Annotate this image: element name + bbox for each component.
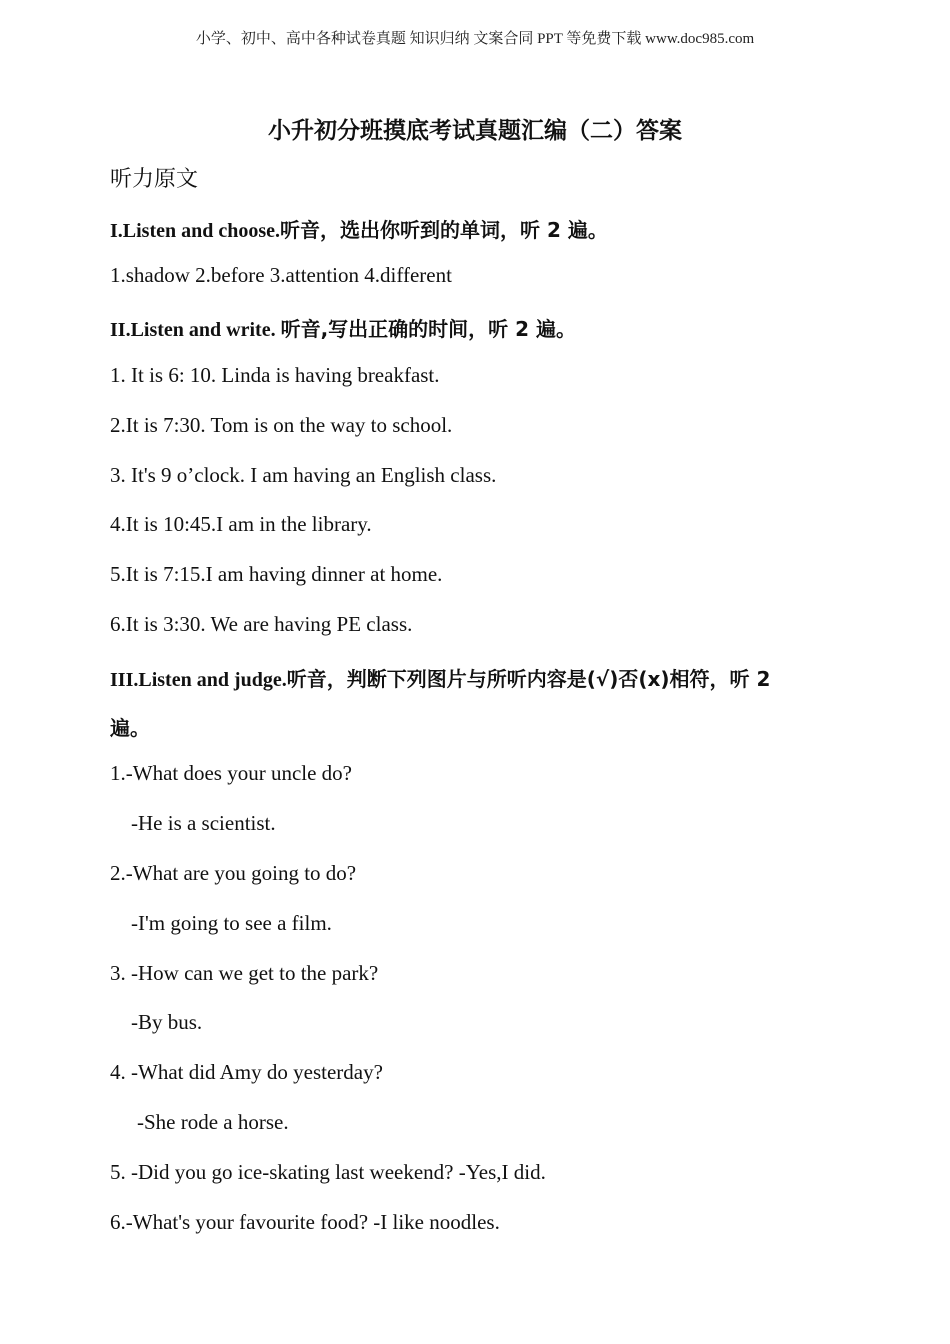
section-3-heading-cjk: 听音，判断下列图片与所听内容是(√)否(x)相符，听 2 xyxy=(286,667,771,691)
section-2-item: 5.It is 7:15.I am having dinner at home. xyxy=(110,562,443,586)
section-3-heading xyxy=(110,663,770,692)
section-2-item: 2.It is 7:30. Tom is on the way to school. xyxy=(110,413,453,437)
section-2-item: 1. It is 6: 10. Linda is having breakfast. xyxy=(110,363,440,387)
section-2-item: 3. It's 9 o’clock. I am having an English class. xyxy=(110,463,497,487)
listening-transcript-heading: 听力原文 xyxy=(110,167,199,192)
section-2-heading-latin: II.Listen and write. xyxy=(110,319,281,341)
section-3-item: 3. -How can we get to the park? xyxy=(110,961,379,985)
page-header: 小学、初中、高中各种试卷真题 知识归纳 文案合同 PPT 等免费下载 www.doc985.com xyxy=(195,31,755,47)
section-3-item: -She rode a horse. xyxy=(137,1110,289,1134)
section-3-item: -I'm going to see a film. xyxy=(131,911,332,935)
section-3-item: -By bus. xyxy=(131,1010,203,1034)
section-3-item: 4. -What did Amy do yesterday? xyxy=(110,1060,383,1084)
section-3-item: 1.-What does your uncle do? xyxy=(110,761,353,785)
section-2-heading-cjk: 听音,写出正确的时间，听 2 遍。 xyxy=(280,317,577,341)
document-title: 小升初分班摸底考试真题汇编（二）答案 xyxy=(268,118,682,144)
section-2-heading xyxy=(110,313,576,342)
section-3-heading-continued xyxy=(110,712,150,741)
section-3-item: -He is a scientist. xyxy=(131,811,276,835)
section-2-item: 4.It is 10:45.I am in the library. xyxy=(110,512,372,536)
section-1-answer: 1.shadow 2.before 3.attention 4.different xyxy=(110,263,452,287)
section-3-item: 5. -Did you go ice-skating last weekend? -Yes,I did. xyxy=(110,1160,546,1184)
section-3-item: 2.-What are you going to do? xyxy=(110,861,357,885)
section-3-item: 6.-What's your favourite food? -I like noodles. xyxy=(110,1210,500,1234)
section-1-heading-latin: I.Listen and choose. xyxy=(110,220,281,242)
section-1-heading-cjk: 听音，选出你听到的单词，听 2 遍。 xyxy=(280,218,608,242)
section-3-heading-cont: 遍。 xyxy=(110,716,150,740)
section-3-heading-latin: III.Listen and judge. xyxy=(110,669,287,691)
section-2-item: 6.It is 3:30. We are having PE class. xyxy=(110,612,413,636)
section-1-heading xyxy=(110,214,608,243)
